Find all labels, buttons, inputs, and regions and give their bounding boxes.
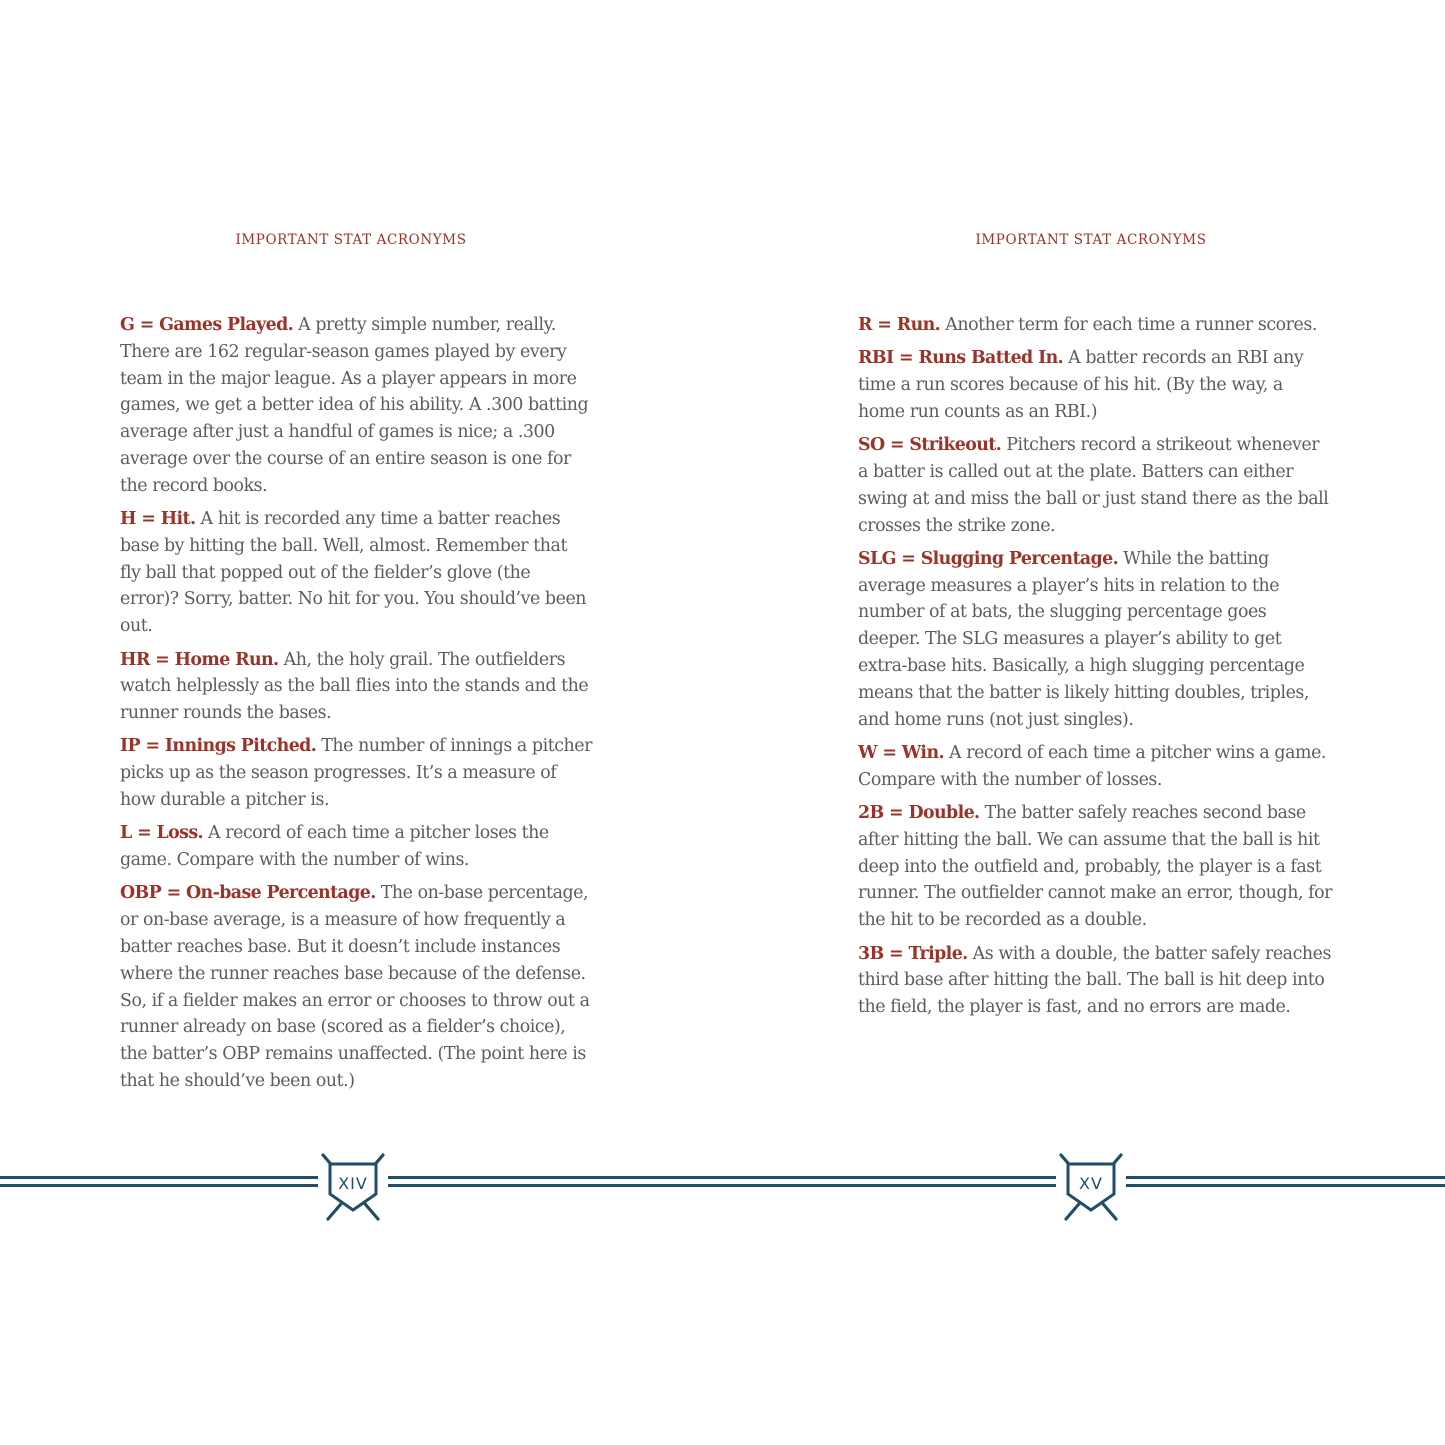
entry-text: The number of innings a pitcher picks up as the season progresses. It’s a measure of how durable a pitcher is. [120, 736, 592, 811]
entry-term: G = Games Played. [120, 315, 294, 335]
entry-term: IP = Innings Pitched. [120, 736, 317, 757]
entry-text: A batter records an RBI any time a run scores because of his hit. (By the way, a home run counts as an RBI.) [858, 348, 1304, 422]
page-number: XIV [338, 1174, 368, 1193]
glossary-entry-hit [120, 506, 592, 640]
rule-line [388, 1184, 1056, 1187]
footer-rule-right-outer [1126, 1176, 1445, 1190]
left-page [0, 0, 722, 1445]
entry-term: H = Hit. [120, 509, 196, 530]
rule-line [1126, 1176, 1445, 1179]
entry-term: RBI = Runs Batted In. [858, 348, 1064, 369]
entry-text: A pretty simple number, really. There are 162 regular-season games played by every team in the major league. As a player appears in more games, we get a better idea of his ability. A .300 batting average after just a handful of games is nice; a .300 average over the course of an entire season is one for the record books. [120, 315, 589, 496]
glossary-entry-strikeout [858, 432, 1332, 539]
glossary-entry-innings-pitched [120, 733, 592, 813]
footer-rule-left-outer [0, 1176, 318, 1190]
glossary-entry-double [858, 800, 1332, 934]
entry-text: Ah, the holy grail. The outfielders watch helplessly as the ball flies into the stands and the runner rounds the bases. [120, 649, 589, 724]
entry-text: While the batting average measures a player’s hits in relation to the number of at bats, the slugging percentage goes deeper. The SLG measures a player’s ability to get extra-base hits. Basically, a high slugging percentage means that the batter is likely hitting doubles, triples, and home runs (not just singles). [858, 548, 1309, 730]
entry-term: SO = Strikeout. [858, 435, 1002, 456]
entry-text: The on-base percentage, or on-base average, is a measure of how frequently a batter reaches base. But it doesn’t include instances where the runner reaches base because of the defense. So, if a fielder makes an error or chooses to throw out a runner already on base (scored as a fielder’s choice), the batter’s OBP remains unaffected. (The point here is that he should’ve been out.) [120, 883, 590, 1092]
entry-term: L = Loss. [120, 823, 203, 844]
entry-term: OBP = On-base Percentage. [120, 883, 376, 904]
running-head: IMPORTANT STAT ACRONYMS [975, 232, 1207, 248]
entry-text: The batter safely reaches second base after hitting the ball. We can assume that the ball is hit deep into the outfield and, probably, the player is a fast runner. The outfielder cannot make an error, though, for the hit to be recorded as a double. [858, 803, 1332, 931]
page-number-badge-left [318, 1150, 388, 1224]
entry-term: SLG = Slugging Percentage. [858, 548, 1119, 569]
page-number: XV [1079, 1174, 1103, 1193]
rule-line [388, 1176, 1056, 1179]
glossary-body [858, 312, 1332, 1027]
entry-term: 2B = Double. [858, 803, 980, 824]
entry-term: W = Win. [858, 742, 944, 763]
glossary-entry-on-base-percentage [120, 880, 592, 1094]
glossary-entry-home-run [120, 647, 592, 727]
page-number-badge-right [1056, 1150, 1126, 1224]
glossary-entry-games-played [120, 312, 592, 500]
glossary-body [120, 312, 592, 1101]
entry-text: Another term for each time a runner scores. [940, 315, 1317, 335]
right-page [723, 0, 1445, 1445]
glossary-entry-runs-batted-in [858, 345, 1332, 425]
glossary-entry-loss [120, 820, 592, 874]
footer-rule-center [388, 1176, 1056, 1190]
entry-text: As with a double, the batter safely reaches third base after hitting the ball. The ball is hit deep into the field, the player is fast, and no errors are made. [858, 943, 1331, 1018]
entry-term: R = Run. [858, 315, 941, 335]
rule-line [0, 1184, 318, 1187]
entry-term: HR = Home Run. [120, 649, 279, 670]
entry-text: Pitchers record a strikeout whenever a batter is called out at the plate. Batters can either swing at and miss the ball or just stand there as the ball crosses the strike zone. [858, 435, 1329, 536]
entry-text: A hit is recorded any time a batter reaches base by hitting the ball. Well, almost. Remember that fly ball that popped out of the fielder’s glove (the error)? Sorry, batter. No hit for you. You should’ve been out. [120, 509, 587, 637]
rule-line [1126, 1184, 1445, 1187]
glossary-entry-run [858, 312, 1332, 339]
glossary-entry-win [858, 740, 1332, 794]
rule-line [0, 1176, 318, 1179]
entry-text: A record of each time a pitcher loses the game. Compare with the number of wins. [120, 823, 549, 871]
entry-term: 3B = Triple. [858, 943, 968, 964]
glossary-entry-triple [858, 941, 1332, 1021]
entry-text: A record of each time a pitcher wins a game. Compare with the number of losses. [858, 742, 1326, 790]
running-head: IMPORTANT STAT ACRONYMS [235, 232, 467, 248]
glossary-entry-slugging-percentage [858, 546, 1332, 734]
